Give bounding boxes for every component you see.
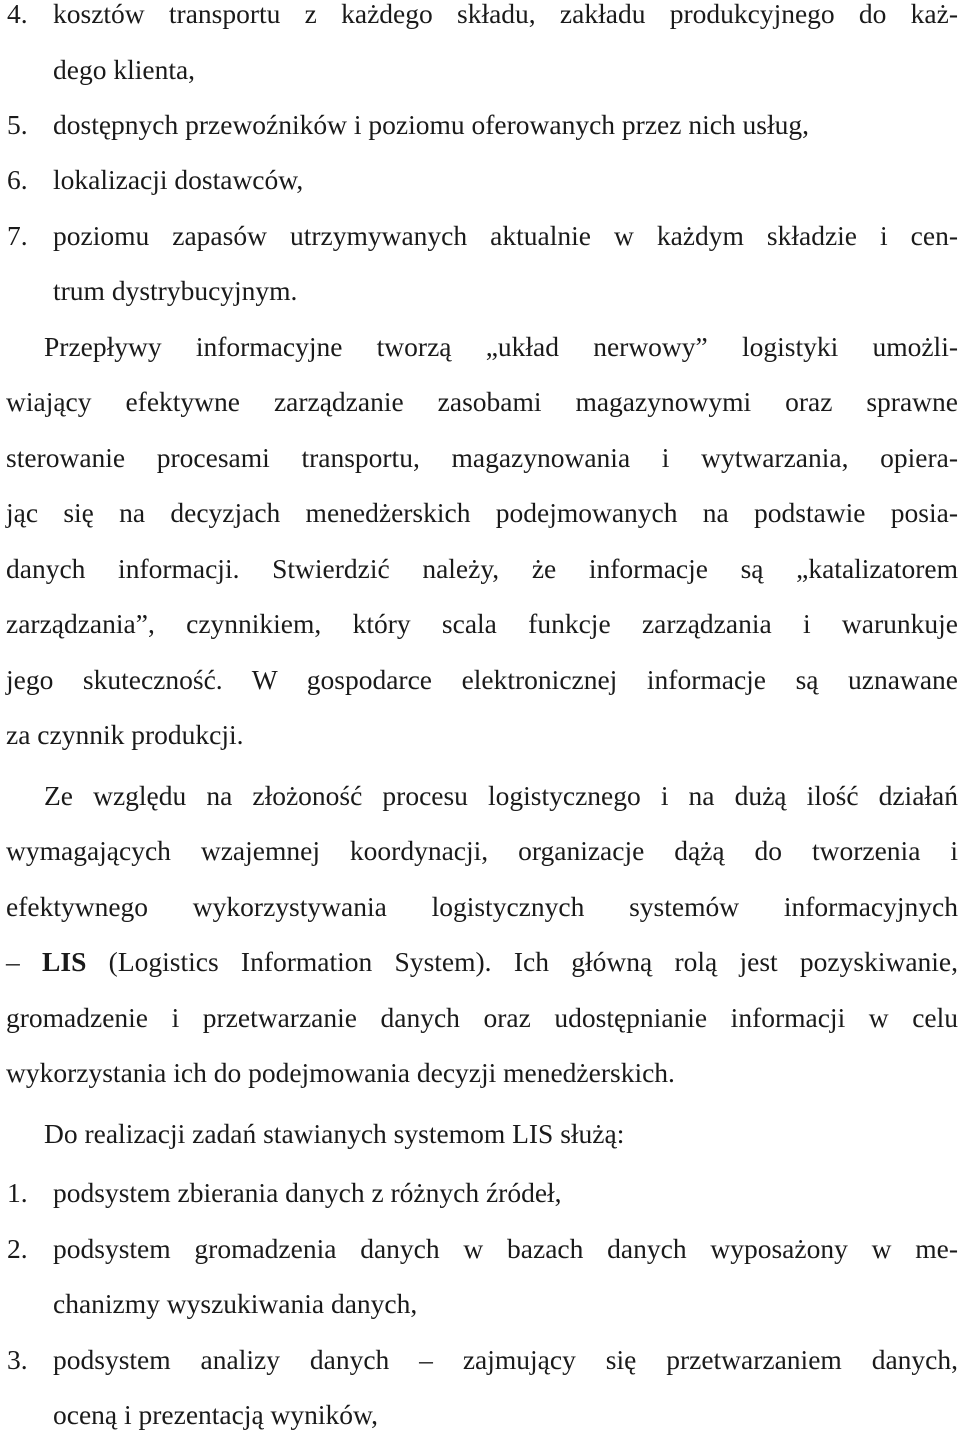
paragraph-line (0, 942, 960, 982)
paragraph-line-text: jąc się na decyzjach menedżerskich podejmowanych na podstawie posia- (6, 497, 958, 528)
paragraph-line-text: sterowanie procesami transportu, magazynowania i wytwarzania, opiera- (6, 442, 958, 473)
list-item-text: kosztów transportu z każdego składu, zakładu produkcyjnego do każ- (53, 0, 958, 29)
paragraph-line-text: Przepływy informacyjne tworzą „układ nerwowy” logistyki umożli- (44, 331, 958, 362)
list-item-number: 5. (7, 109, 28, 140)
paragraph-line-text: efektywnego wykorzystywania logistycznych systemów informacyjnych (6, 891, 958, 922)
lis-definition: (Logistics Information System). Ich główną rolą jest pozyskiwanie, (108, 946, 959, 977)
list-item (0, 1340, 960, 1380)
list-item-text: podsystem zbierania danych z różnych źródeł, (53, 1177, 562, 1208)
list-item-continuation (0, 1284, 960, 1324)
list-item-number: 2. (7, 1233, 28, 1264)
list-item (0, 160, 960, 200)
paragraph-line (0, 660, 960, 700)
paragraph-line-text: gromadzenie i przetwarzanie danych oraz udostępnianie informacji w celu (6, 1002, 958, 1033)
list-item-text: trum dystrybucyjnym. (53, 275, 298, 306)
list-item (0, 1173, 960, 1213)
paragraph-lis-components-intro (0, 1114, 960, 1154)
paragraph-line-text: wykorzystania ich do podejmowania decyzji menedżerskich. (6, 1057, 675, 1088)
list-item-continuation (0, 1395, 960, 1435)
list-item-number: 4. (7, 0, 28, 29)
paragraph-line-text: Do realizacji zadań stawianych systemom LIS służą: (44, 1118, 625, 1149)
list-item (0, 216, 960, 256)
paragraph-line (0, 493, 960, 533)
paragraph-line-text: zarządzania”, czynnikiem, który scala funkcje zarządzania i warunkuje (6, 608, 958, 639)
paragraph-line-text: za czynnik produkcji. (6, 719, 244, 750)
list-item-number: 1. (7, 1177, 28, 1208)
paragraph-line (0, 715, 960, 755)
list-item-text: dostępnych przewoźników i poziomu oferowanych przez nich usług, (53, 109, 810, 140)
paragraph-line-text: wiający efektywne zarządzanie zasobami magazynowymi oraz sprawne (6, 386, 958, 417)
paragraph-line (0, 998, 960, 1038)
lis-abbreviation: LIS (42, 946, 87, 977)
paragraph-line (0, 438, 960, 478)
paragraph-line (0, 604, 960, 644)
list-item (0, 105, 960, 145)
list-item-text: dego klienta, (53, 54, 196, 85)
paragraph-line (0, 887, 960, 927)
list-item-text: oceną i prezentacją wyników, (53, 1399, 379, 1430)
list-item-text: lokalizacji dostawców, (53, 164, 304, 195)
list-item-number: 3. (7, 1344, 28, 1375)
list-item-text: chanizmy wyszukiwania danych, (53, 1288, 418, 1319)
list-item-continuation (0, 50, 960, 90)
list-item-number: 7. (7, 220, 28, 251)
list-item-number: 6. (7, 164, 28, 195)
paragraph-line (0, 776, 960, 816)
paragraph-line (0, 327, 960, 367)
list-item-text: podsystem gromadzenia danych w bazach danych wyposażony w me- (53, 1233, 958, 1264)
paragraph-line-text: danych informacji. Stwierdzić należy, że informacje są „katalizatorem (6, 553, 958, 584)
lis-dash: – (6, 946, 20, 977)
paragraph-line-text: Ze względu na złożoność procesu logistycznego i na dużą ilość działań (44, 780, 958, 811)
paragraph-line-text (6, 942, 958, 982)
paragraph-line-text: wymagających wzajemnej koordynacji, organizacje dążą do tworzenia i (6, 835, 958, 866)
paragraph-line (0, 1053, 960, 1093)
paragraph-line (0, 549, 960, 589)
list-item (0, 1229, 960, 1269)
paragraph-line (0, 382, 960, 422)
list-item-text: poziomu zapasów utrzymywanych aktualnie w każdym składzie i cen- (53, 220, 958, 251)
paragraph-line-text: jego skuteczność. W gospodarce elektronicznej informacje są uznawane (6, 664, 958, 695)
paragraph-line (0, 831, 960, 871)
list-item-text: podsystem analizy danych – zajmujący się przetwarzaniem danych, (53, 1344, 958, 1375)
list-item-continuation (0, 271, 960, 311)
list-item (0, 0, 960, 34)
